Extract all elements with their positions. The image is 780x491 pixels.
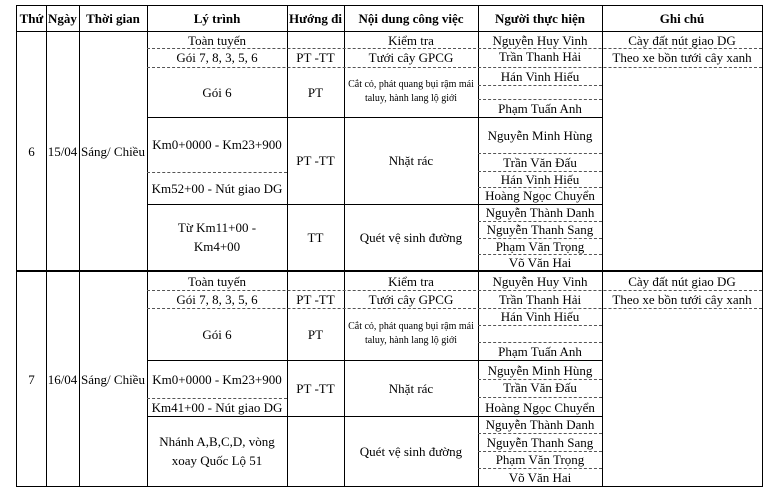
grid-line (478, 171, 602, 172)
grid-line (478, 468, 602, 469)
grid-line (147, 308, 762, 309)
cell-thu: 7 (28, 371, 35, 387)
cell-note-xe-bon: Theo xe bồn tưới cây xanh (612, 291, 752, 307)
cell-person: Trần Thanh Hải (498, 291, 582, 307)
cell-route-km11-km4: Từ Km11+00 - Km4+00 (177, 220, 257, 254)
cell-dir-goi-78356: PT -TT (296, 50, 335, 65)
cell-person: Nguyễn Thành Danh (485, 205, 595, 220)
cell-note-xe-bon: Theo xe bồn tưới cây xanh (612, 50, 752, 65)
header-thoi-gian: Thời gian (86, 11, 140, 26)
cell-person: Nguyễn Thanh Sang (486, 222, 594, 237)
cell-task-cat-co: Cắt cỏ, phát quang bụi rậm mái taluy, hành lang lộ giới (348, 321, 474, 346)
cell-person: Nguyễn Thành Danh (485, 417, 595, 432)
cell-person: Phạm Tuấn Anh (498, 100, 582, 116)
grid-line (478, 238, 602, 239)
grid-line (602, 5, 603, 487)
cell-dir-quet: TT (307, 229, 324, 245)
grid-line (79, 5, 80, 487)
cell-dir-goi-78356: PT -TT (296, 291, 335, 307)
cell-dir-nhat-rac: PT -TT (296, 153, 335, 168)
cell-route-goi-6: Gói 6 (202, 84, 232, 100)
grid-line (147, 398, 287, 399)
cell-route-km41: Km41+00 - Nút giao DG (151, 399, 283, 415)
cell-task-nhat-rac: Nhặt rác (388, 153, 434, 168)
cell-task-tuoi-cay: Tưới cây GPCG (368, 50, 454, 65)
cell-route-km0-km23: Km0+0000 - Km23+900 (152, 371, 282, 387)
grid-line (287, 5, 288, 487)
grid-line (46, 5, 47, 487)
cell-person: Nguyễn Huy Vinh (492, 273, 588, 289)
header-thu: Thứ (19, 11, 44, 26)
header-nguoi: Người thực hiện (495, 11, 585, 26)
cell-thoi-gian: Sáng/ Chiều (81, 371, 145, 387)
grid-line (16, 5, 762, 6)
cell-person: Võ Văn Hai (508, 254, 572, 270)
cell-person: Nguyễn Thanh Sang (486, 434, 594, 450)
cell-dir-goi-6: PT (307, 326, 324, 342)
grid-line (147, 5, 148, 487)
cell-person: Trần Thanh Hải (498, 49, 582, 64)
grid-line (478, 153, 602, 154)
grid-line (147, 290, 762, 291)
cell-person: Hán Vinh Hiếu (500, 309, 580, 324)
cell-route-goi-78356: Gói 7, 8, 3, 5, 6 (176, 50, 258, 65)
cell-person: Trần Văn Đấu (503, 154, 577, 170)
grid-line (16, 31, 762, 32)
grid-line (478, 325, 602, 326)
cell-task-tuoi-cay: Tưới cây GPCG (368, 291, 454, 307)
grid-line (478, 5, 479, 487)
cell-person: Nguyễn Huy Vinh (492, 32, 588, 48)
grid-line (147, 172, 287, 173)
cell-route-toan-tuyen: Toàn tuyến (188, 273, 246, 289)
cell-person: Nguyễn Minh Hùng (487, 363, 593, 378)
cell-note-cay-dat: Cày đất nút giao DG (628, 32, 736, 48)
cell-route-goi-78356: Gói 7, 8, 3, 5, 6 (176, 291, 258, 307)
cell-person: Phạm Tuấn Anh (498, 344, 582, 359)
header-huong-di: Hướng đi (289, 11, 342, 26)
grid-line (762, 5, 763, 487)
grid-line (478, 397, 602, 398)
cell-task-quet: Quét vệ sinh đường (359, 443, 463, 459)
grid-line (147, 48, 762, 49)
cell-route-toan-tuyen: Toàn tuyến (188, 32, 246, 48)
cell-note-cay-dat: Cày đất nút giao DG (628, 273, 736, 289)
cell-person: Nguyễn Minh Hùng (487, 127, 593, 143)
grid-line (16, 5, 17, 487)
grid-line (478, 451, 602, 452)
cell-person: Hoàng Ngọc Chuyển (485, 188, 595, 203)
grid-line (478, 221, 602, 222)
cell-person: Võ Văn Hai (508, 469, 572, 485)
cell-person: Trần Văn Đấu (503, 380, 577, 395)
cell-thoi-gian: Sáng/ Chiều (81, 143, 145, 159)
header-ngay: Ngày (48, 11, 77, 26)
cell-person: Phạm Văn Trọng (495, 238, 585, 254)
grid-line (147, 416, 602, 417)
cell-person: Hán Vinh Hiếu (500, 68, 580, 84)
cell-person: Hoàng Ngọc Chuyển (485, 399, 595, 415)
grid-line (478, 85, 602, 86)
cell-route-km0-km23: Km0+0000 - Km23+900 (152, 137, 282, 152)
cell-person: Phạm Văn Trọng (495, 452, 585, 467)
grid-line (478, 99, 602, 100)
cell-task-cat-co: Cắt cỏ, phát quang bụi rậm mái taluy, hành lang lộ giới (348, 79, 474, 104)
cell-task-nhat-rac: Nhặt rác (388, 380, 434, 396)
cell-thu: 6 (28, 143, 35, 159)
cell-ngay: 15/04 (47, 143, 78, 159)
grid-line (478, 187, 602, 188)
grid-line (16, 271, 762, 272)
cell-route-goi-6: Gói 6 (202, 326, 232, 342)
grid-line (478, 254, 602, 255)
grid-line (478, 433, 602, 434)
grid-line (147, 117, 602, 118)
grid-line (344, 5, 345, 487)
grid-line (478, 379, 602, 380)
cell-task-kiem-tra: Kiểm tra (388, 273, 434, 289)
header-ghi-chu: Ghi chú (659, 11, 705, 26)
cell-route-nhanh-abcd: Nhánh A,B,C,D, vòng xoay Quốc Lộ 51 (159, 434, 275, 468)
cell-ngay: 16/04 (47, 371, 78, 387)
grid-line (478, 342, 602, 343)
grid-line (147, 67, 762, 68)
grid-line (147, 360, 602, 361)
cell-dir-nhat-rac: PT -TT (296, 380, 335, 396)
grid-line (16, 486, 762, 487)
cell-dir-goi-6: PT (307, 84, 324, 100)
header-noi-dung: Nội dung công việc (358, 11, 464, 26)
cell-route-km52: Km52+00 - Nút giao DG (151, 180, 283, 196)
header-ly-trinh: Lý trình (193, 11, 241, 26)
grid-line (147, 204, 602, 205)
cell-task-quet: Quét vệ sinh đường (359, 229, 463, 245)
cell-task-kiem-tra: Kiểm tra (388, 32, 434, 48)
cell-person: Hán Vinh Hiếu (500, 171, 580, 187)
